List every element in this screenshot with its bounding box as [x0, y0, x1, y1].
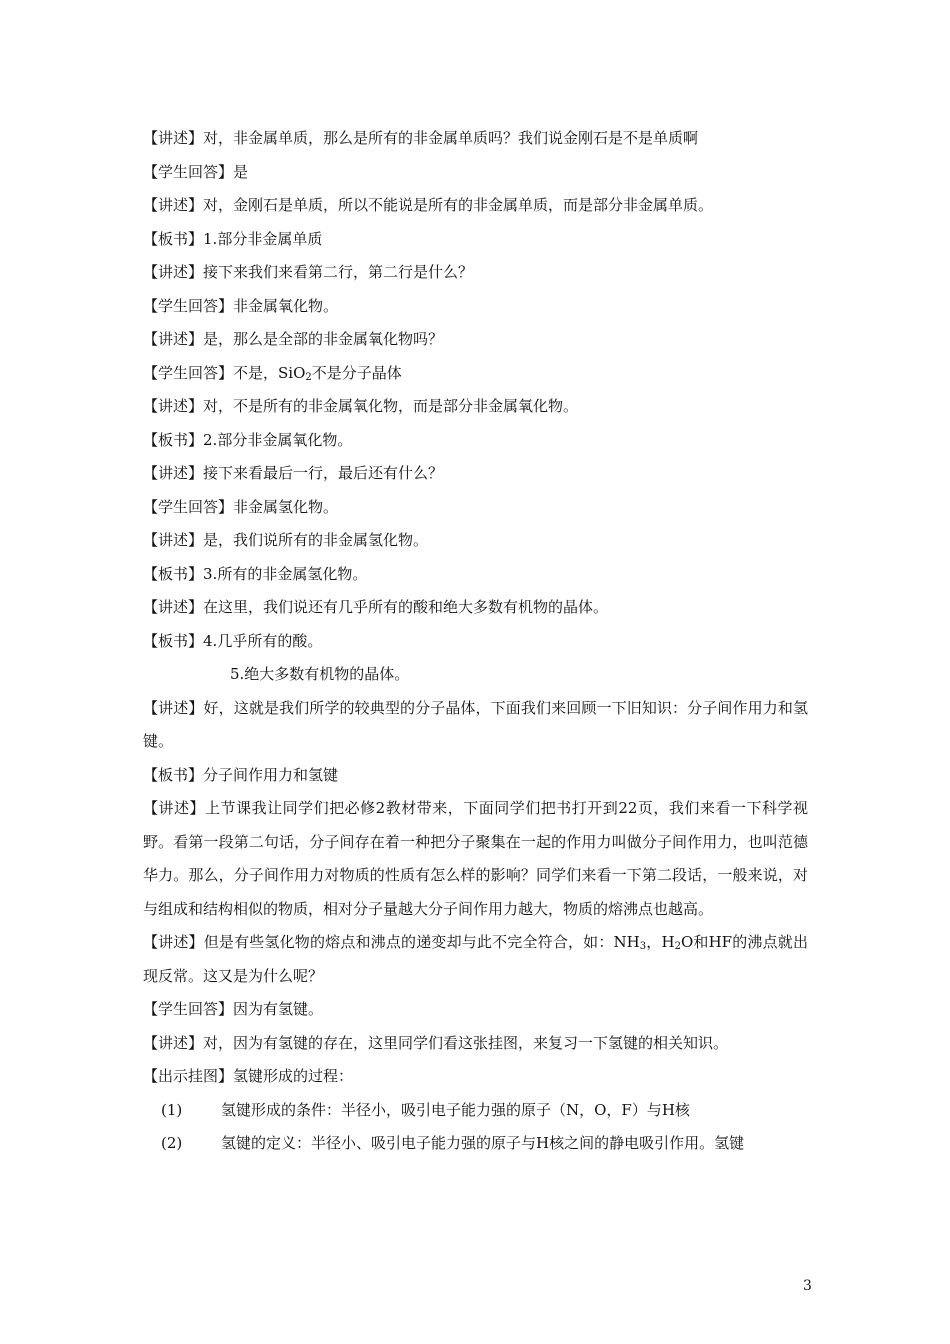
- line-text: 1.部分非金属单质: [203, 229, 323, 248]
- text-line: [143, 524, 808, 558]
- text-line: [143, 256, 808, 290]
- list-item: [143, 1094, 808, 1128]
- speaker-tag: 【讲述】: [143, 531, 204, 549]
- speaker-tag: 【讲述】: [143, 397, 204, 415]
- line-text: 4.几乎所有的酸。: [203, 631, 323, 650]
- line-text: 是，那么是全部的非金属氧化物吗？: [203, 330, 444, 348]
- speaker-tag: 【板书】: [143, 430, 204, 449]
- line-text: 对，不是所有的非金属氧化物，而是部分非金属氧化物。: [203, 397, 579, 415]
- list-text: 氢键的定义：半径小、吸引电子能力强的原子与H核之间的静电吸引作用。氢键: [221, 1134, 745, 1152]
- line-text: 不是，SiO: [233, 363, 306, 382]
- line-text: 接下来我们来看第二行，第二行是什么？: [203, 263, 474, 281]
- speaker-tag: 【板书】: [143, 564, 204, 583]
- text-line: [143, 491, 808, 525]
- list-item: [143, 1127, 808, 1161]
- list-number: (2): [161, 1134, 183, 1152]
- paragraph-text: 但是有些氢化物的熔点和沸点的递变却与此不完全符合，如：NH: [203, 933, 640, 951]
- line-text: 非金属氧化物。: [233, 296, 339, 315]
- document-body: [143, 122, 808, 1161]
- line-text: 2.部分非金属氧化物。: [203, 430, 353, 449]
- line-text: 5.绝大多数有机物的晶体。: [230, 665, 410, 683]
- text-line: [143, 993, 808, 1027]
- speaker-tag: 【学生回答】: [143, 497, 234, 516]
- text-line: [143, 290, 808, 324]
- line-text: 对，非金属单质，那么是所有的非金属单质吗？我们说金刚石是不是单质啊: [203, 129, 699, 147]
- speaker-tag: 【板书】: [143, 631, 204, 650]
- text-line: [143, 357, 808, 391]
- line-text: 接下来看最后一行，最后还有什么？: [203, 464, 444, 482]
- speaker-tag: 【学生回答】: [143, 1000, 234, 1018]
- text-line: [143, 122, 808, 156]
- subscript: 3: [639, 941, 647, 952]
- text-line: [143, 658, 808, 692]
- text-line: [143, 1060, 808, 1094]
- text-line: [143, 558, 808, 592]
- speaker-tag: 【学生回答】: [143, 363, 234, 382]
- text-line: [143, 189, 808, 223]
- list-number: (1): [161, 1100, 183, 1119]
- speaker-tag: 【讲述】: [143, 263, 204, 281]
- speaker-tag: 【讲述】: [143, 196, 204, 214]
- line-text: 在这里，我们说还有几乎所有的酸和绝大多数有机物的晶体。: [203, 598, 609, 616]
- line-text: 氢键形成的过程：: [233, 1067, 354, 1085]
- text-line: [143, 390, 808, 424]
- text-line: [143, 591, 808, 625]
- paragraph: [143, 692, 808, 759]
- line-text: 对，因为有氢键的存在，这里同学们看这张挂图，来复习一下氢键的相关知识。: [203, 1033, 729, 1052]
- line-text: 对，金刚石是单质，所以不能说是所有的非金属单质，而是部分非金属单质。: [203, 196, 714, 214]
- text-line: [143, 1027, 808, 1061]
- line-text: 因为有氢键。: [233, 1000, 324, 1018]
- paragraph-text: 分子间作用力和氢键: [203, 765, 339, 784]
- paragraph-text: ，H: [646, 933, 675, 951]
- list-text: 氢键形成的条件：半径小，吸引电子能力强的原子（N，O，F）与H核: [221, 1100, 690, 1119]
- line-text: 不是分子晶体: [311, 363, 402, 382]
- text-line: [143, 156, 808, 190]
- subscript: 2: [674, 941, 681, 952]
- paragraph: [143, 792, 808, 926]
- text-line: [143, 223, 808, 257]
- speaker-tag: 【讲述】: [143, 464, 204, 482]
- line-text: 是，我们说所有的非金属氢化物。: [203, 531, 429, 549]
- paragraph-text: O和HF的沸点就出现反常。这又是为什么呢？: [143, 933, 808, 985]
- speaker-tag: 【板书】: [143, 229, 204, 248]
- speaker-tag: 【学生回答】: [143, 296, 234, 315]
- speaker-tag: 【学生回答】: [143, 162, 234, 181]
- subscript: 2: [305, 371, 312, 383]
- speaker-tag: 【讲述】: [143, 698, 204, 717]
- speaker-tag: 【讲述】: [143, 330, 204, 348]
- speaker-tag: 【讲述】: [143, 799, 206, 817]
- speaker-tag: 【讲述】: [143, 1033, 204, 1052]
- speaker-tag: 【出示挂图】: [143, 1067, 234, 1085]
- line-text: 是: [233, 162, 249, 181]
- line-text: 非金属氢化物。: [233, 497, 339, 516]
- paragraph-text: 上节课我让同学们把必修2教材带来，下面同学们把书打开到22页，我们来看一下科学视野。看第一段第二句话，分子间存在着一种把分子聚集在一起的作用力叫做分子间作用力，也叫范德华力。那么，分子间作用力对物质的性质有怎么样的影响？同学们来看一下第二段话，一般来说，对与组成和结构相似的物质，相对分子量越大分子间作用力越大，物质的熔沸点也越高。: [143, 799, 808, 918]
- paragraph-text: 好，这就是我们所学的较典型的分子晶体，下面我们来回顾一下旧知识：分子间作用力和氢键。: [143, 698, 808, 750]
- page-number: 3: [803, 1278, 812, 1294]
- text-line: [143, 323, 808, 357]
- paragraph: [143, 759, 808, 793]
- line-text: 3.所有的非金属氢化物。: [203, 564, 368, 583]
- text-line: [143, 625, 808, 659]
- speaker-tag: 【板书】: [143, 765, 204, 784]
- speaker-tag: 【讲述】: [143, 598, 204, 616]
- text-line: [143, 457, 808, 491]
- speaker-tag: 【讲述】: [143, 129, 204, 147]
- speaker-tag: 【讲述】: [143, 933, 204, 951]
- paragraph: [143, 926, 808, 993]
- text-line: [143, 424, 808, 458]
